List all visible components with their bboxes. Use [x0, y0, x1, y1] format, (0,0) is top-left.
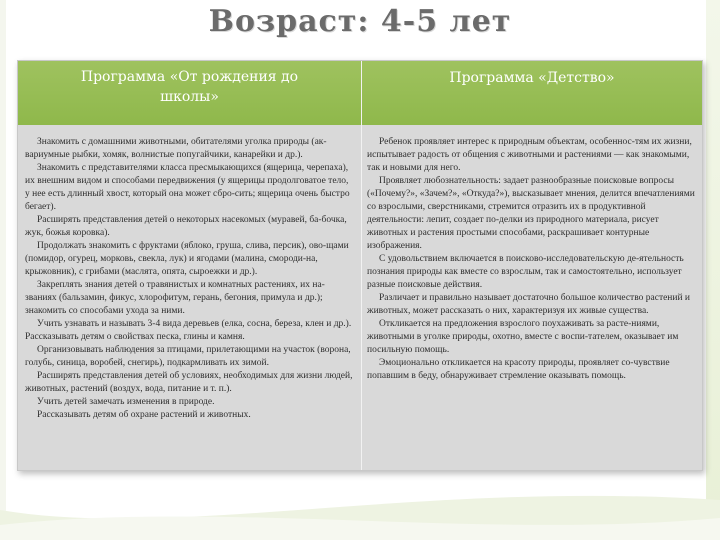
- right-paragraph: С удовольствием включается в поисково-исследовательскую де-ятельность познания природы как вместе со взрослым, так и самостоятельно, использует разные поисковые действия.: [367, 254, 684, 290]
- right-paragraph: Различает и правильно называет достаточно большое количество растений и животных, может рассказать о них, характеризуя их живые существа.: [367, 293, 691, 316]
- right-paragraph: Проявляет любознательность: задает разнообразные поисковые вопросы («Почему?», «Зачем?», «Откуда?»), высказывает мнения, делится впечатлениями со взрослыми, сверстниками, стремится отразить их в продуктивной деятельности: лепит, создает по-делки из природного материала, рисует животных и растения простыми способами, раскрашивает контурные изображения.: [367, 176, 695, 251]
- left-paragraph: Учить узнавать и называть 3-4 вида деревьев (елка, сосна, береза, клен и др.). Рассказывать детям о свойствах песка, глины и камня.: [25, 319, 352, 342]
- left-paragraph: Учить детей замечать изменения в природе.: [37, 397, 215, 407]
- table-cell-left: [18, 125, 361, 470]
- slide-title: Возраст: 4-5 лет: [208, 4, 512, 39]
- table-cell-right: [362, 125, 702, 470]
- left-paragraph: Знакомить с домашними животными, обитателями уголка природы (ак-вариумные рыбки, хомяк, волнистые попугайчики, канарейки и др.).: [25, 137, 327, 160]
- slide-bottom-decoration: [0, 470, 720, 540]
- left-paragraph: Закреплять знания детей о травянистых и комнатных растениях, их на-званиях (бальзамин, фикус, хлорофитум, герань, бегония, примула и др.); знакомить со способами ухода за ними.: [25, 280, 325, 316]
- right-paragraph: Эмоционально откликается на красоту природы, проявляет со-чувствие попавшим в беду, обнаруживает стремление оказывать помощь.: [367, 358, 670, 381]
- slide-right-decoration: [706, 0, 720, 540]
- left-paragraph: Расширять представления детей об условиях, необходимых для жизни людей, животных, растений (воздух, вода, питание и т. п.).: [25, 371, 353, 394]
- left-paragraph: Организовывать наблюдения за птицами, прилетающими на участок (ворона, голубь, синица, воробей, снегирь), подкармливать их зимой.: [25, 345, 351, 368]
- right-paragraph: Ребенок проявляет интерес к природным объектам, особеннос-тям их жизни, испытывает радость от общения с животными и растениями — как знакомыми, так и новыми для него.: [367, 137, 692, 173]
- right-paragraph: Откликается на предложения взрослого поухаживать за расте-ниями, животными в уголке природы, охотно, вместе с воспи-тателем, оказывает им посильную помощь.: [367, 319, 679, 355]
- slide-left-decoration: [0, 0, 6, 540]
- table-header-left: Программа «От рождения до школы»: [80, 69, 299, 105]
- left-paragraph: Рассказывать детям об охране растений и животных.: [37, 410, 251, 420]
- comparison-table: [17, 60, 703, 471]
- left-paragraph: Расширять представления детей о некоторых насекомых (муравей, ба-бочка, жук, божья коровка).: [25, 215, 347, 238]
- left-paragraph: Знакомить с представителями класса пресмыкающихся (ящерица, черепаха), их внешним видом и способами передвижения (у ящерицы продолговатое тело, у нее есть длинный хвост, который она может сбро-сить; ящерица очень быстро бегает).: [25, 163, 350, 212]
- left-paragraph: Продолжать знакомить с фруктами (яблоко, груша, слива, персик), ово-щами (помидор, огурец, морковь, свекла, лук) и ягодами (малина, смороди-на, крыжовник), с грибами (маслята, опята, сыроежки и др.).: [25, 241, 349, 277]
- table-header-right: Программа «Детство»: [449, 70, 615, 86]
